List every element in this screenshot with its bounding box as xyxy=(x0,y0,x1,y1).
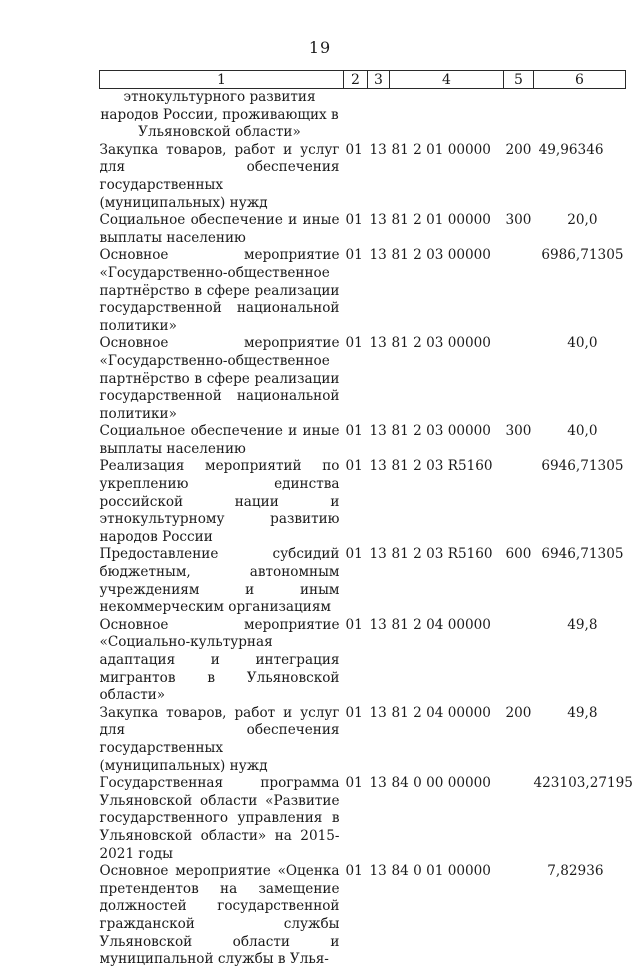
row-section-code: 01 xyxy=(345,335,363,352)
row-expense-type xyxy=(504,863,534,969)
row-name: Предоставление субсидий бюджетным, автономным учреждениям и иным некоммерческим организациям xyxy=(99,546,340,616)
row-subsection-code: 13 xyxy=(369,863,387,880)
row-section-code: 01 xyxy=(345,863,363,880)
row-section-code: 01 xyxy=(345,423,363,440)
row-subsection-code xyxy=(368,89,390,142)
row-expense-type xyxy=(504,775,534,863)
row-name: Основное мероприятие «Социально-культурная адаптация и интеграция мигрантов в Ульяновской области» xyxy=(99,616,340,704)
table-row xyxy=(100,775,626,863)
row-expense-type: 300 xyxy=(505,423,532,440)
row-article-code: 84 0 00 00000 xyxy=(391,775,491,792)
row-amount: 7,82936 xyxy=(547,863,604,880)
row-name: Основное мероприятие «Государственно-общественное партнёрство в сфере реализации государственной национальной политики» xyxy=(99,247,340,334)
row-name: Реализация мероприятий по укреплению единства российской нации и этнокультурному развитию народов России xyxy=(99,458,340,545)
row-article-code: 81 2 01 00000 xyxy=(391,212,491,229)
row-subsection-code: 13 xyxy=(369,704,387,721)
row-section-code: 01 xyxy=(345,458,363,475)
row-name: этнокультурного развития народов России, проживающих в Ульяновской области» xyxy=(100,89,339,141)
row-expense-type xyxy=(504,458,534,546)
column-header-amount: 6 xyxy=(534,71,626,89)
budget-table xyxy=(99,70,633,969)
row-article-code: 81 2 03 00000 xyxy=(391,335,491,352)
table-row xyxy=(100,247,626,335)
row-section-code: 01 xyxy=(345,616,363,633)
row-article-code xyxy=(390,89,504,142)
row-amount: 49,8 xyxy=(567,704,598,721)
row-amount: 20,0 xyxy=(567,212,598,229)
header-row xyxy=(100,71,626,89)
row-amount: 6946,71305 xyxy=(541,546,624,563)
row-name: Социальное обеспечение и иные выплаты населению xyxy=(99,212,340,246)
row-section-code: 01 xyxy=(345,704,363,721)
row-amount: 40,0 xyxy=(567,423,598,440)
row-section-code: 01 xyxy=(345,546,363,563)
row-article-code: 81 2 03 R5160 xyxy=(391,458,493,475)
row-name: Основное мероприятие «Оценка претендентов на замещение должностей государственной гражданской службы Ульяновской области и муниципальной службы в Улья- xyxy=(99,863,340,968)
row-amount xyxy=(534,89,626,142)
row-subsection-code: 13 xyxy=(369,775,387,792)
table-row xyxy=(100,335,626,423)
row-expense-type: 300 xyxy=(505,212,532,229)
row-article-code: 81 2 03 00000 xyxy=(391,423,491,440)
row-amount: 49,8 xyxy=(567,616,598,633)
table-row xyxy=(100,423,626,458)
row-subsection-code: 13 xyxy=(369,141,387,158)
row-amount: 40,0 xyxy=(567,335,598,352)
row-expense-type: 200 xyxy=(505,704,532,721)
row-expense-type xyxy=(504,89,534,142)
column-header-section: 2 xyxy=(344,71,368,89)
row-amount: 49,96346 xyxy=(538,141,604,158)
row-name: Социальное обеспечение и иные выплаты населению xyxy=(99,423,340,457)
table-row xyxy=(100,89,626,142)
row-article-code: 81 2 03 00000 xyxy=(391,247,491,264)
row-article-code: 81 2 04 00000 xyxy=(391,616,491,633)
row-subsection-code: 13 xyxy=(369,423,387,440)
row-amount: 6986,71305 xyxy=(541,247,624,264)
table-header xyxy=(100,71,626,89)
row-section-code: 01 xyxy=(345,212,363,229)
row-subsection-code: 13 xyxy=(369,335,387,352)
row-subsection-code: 13 xyxy=(369,247,387,264)
column-header-name: 1 xyxy=(100,71,344,89)
row-expense-type xyxy=(504,335,534,423)
row-expense-type: 600 xyxy=(505,546,532,563)
page-number: 19 xyxy=(308,38,332,57)
row-section-code: 01 xyxy=(345,775,363,792)
row-name: Основное мероприятие «Государственно-общественное партнёрство в сфере реализации государственной национальной политики» xyxy=(99,335,340,422)
row-amount: 423103,27195 xyxy=(533,775,633,792)
row-article-code: 81 2 04 00000 xyxy=(391,704,491,721)
row-expense-type xyxy=(504,247,534,335)
row-subsection-code: 13 xyxy=(369,212,387,229)
row-section-code: 01 xyxy=(345,247,363,264)
row-name: Государственная программа Ульяновской области «Развитие государственного управления в Ульяновской области» на 2015-2021 годы xyxy=(99,775,340,862)
row-article-code: 81 2 03 R5160 xyxy=(391,546,493,563)
table-row xyxy=(100,458,626,546)
table-row xyxy=(100,142,626,212)
table-row xyxy=(100,705,626,775)
column-header-target-article: 4 xyxy=(390,71,504,89)
column-header-expense-type: 5 xyxy=(504,71,534,89)
row-section-code: 01 xyxy=(345,141,363,158)
column-header-subsection: 3 xyxy=(368,71,390,89)
table-row xyxy=(100,863,626,969)
row-name: Закупка товаров, работ и услуг для обеспечения государственных (муниципальных) нужд xyxy=(99,141,340,211)
table-body xyxy=(99,89,633,969)
row-amount: 6946,71305 xyxy=(541,458,624,475)
row-section-code xyxy=(344,89,368,142)
table-row xyxy=(100,617,626,705)
row-expense-type: 200 xyxy=(505,141,532,158)
row-subsection-code: 13 xyxy=(369,546,387,563)
table-row xyxy=(100,212,626,247)
row-expense-type xyxy=(504,617,534,705)
row-article-code: 84 0 01 00000 xyxy=(391,863,491,880)
row-name: Закупка товаров, работ и услуг для обеспечения государственных (муниципальных) нужд xyxy=(99,704,340,774)
table-row xyxy=(100,546,626,616)
row-article-code: 81 2 01 00000 xyxy=(391,141,491,158)
row-subsection-code: 13 xyxy=(369,458,387,475)
row-subsection-code: 13 xyxy=(369,616,387,633)
